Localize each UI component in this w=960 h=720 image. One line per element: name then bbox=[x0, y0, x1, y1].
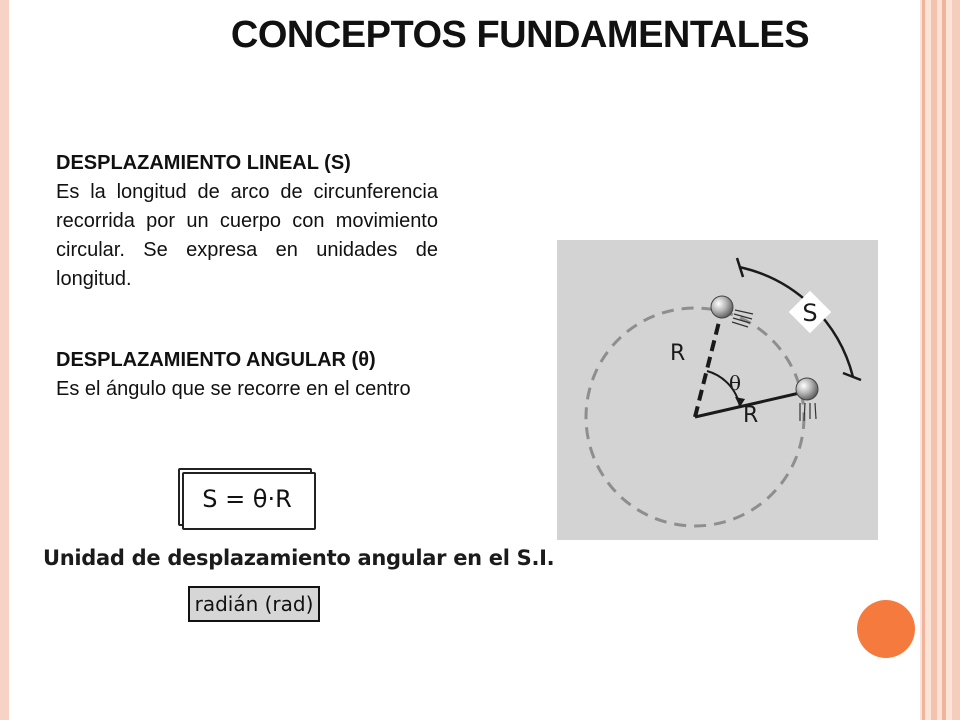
radius-label-2: R bbox=[743, 403, 759, 428]
arc-label: S bbox=[802, 299, 818, 327]
unit-value-box: radián (rad) bbox=[188, 586, 320, 622]
slide-title: CONCEPTOS FUNDAMENTALES bbox=[230, 14, 810, 56]
arc-s bbox=[739, 267, 853, 377]
circular-motion-diagram bbox=[557, 240, 878, 540]
radius-dashed bbox=[695, 310, 722, 417]
angle-label: θ bbox=[729, 371, 742, 395]
section-lineal bbox=[56, 149, 438, 294]
slide-frame-left bbox=[0, 0, 9, 720]
formula-card bbox=[178, 468, 312, 526]
slide-frame-right bbox=[920, 0, 960, 720]
angular-heading: DESPLAZAMIENTO ANGULAR (θ) bbox=[56, 349, 376, 371]
formula-text: S = θ·R bbox=[202, 485, 292, 513]
lineal-heading: DESPLAZAMIENTO LINEAL (S) bbox=[56, 152, 351, 174]
diagram-svg bbox=[557, 240, 878, 540]
decorative-orange-dot bbox=[857, 600, 915, 658]
motion-lines-right bbox=[800, 403, 816, 421]
angular-body: Es el ángulo que se recorre en el centro bbox=[56, 378, 411, 400]
ball-right bbox=[796, 378, 818, 400]
section-angular bbox=[56, 346, 438, 404]
unit-caption: Unidad de desplazamiento angular en el S.I. bbox=[43, 546, 555, 570]
lineal-body: Es la longitud de arco de circunferencia recorrida por un cuerpo con movimiento circular. Se expresa en unidades de longitud. bbox=[56, 181, 438, 290]
radius-label-1: R bbox=[670, 341, 686, 366]
ball-top bbox=[711, 296, 733, 318]
